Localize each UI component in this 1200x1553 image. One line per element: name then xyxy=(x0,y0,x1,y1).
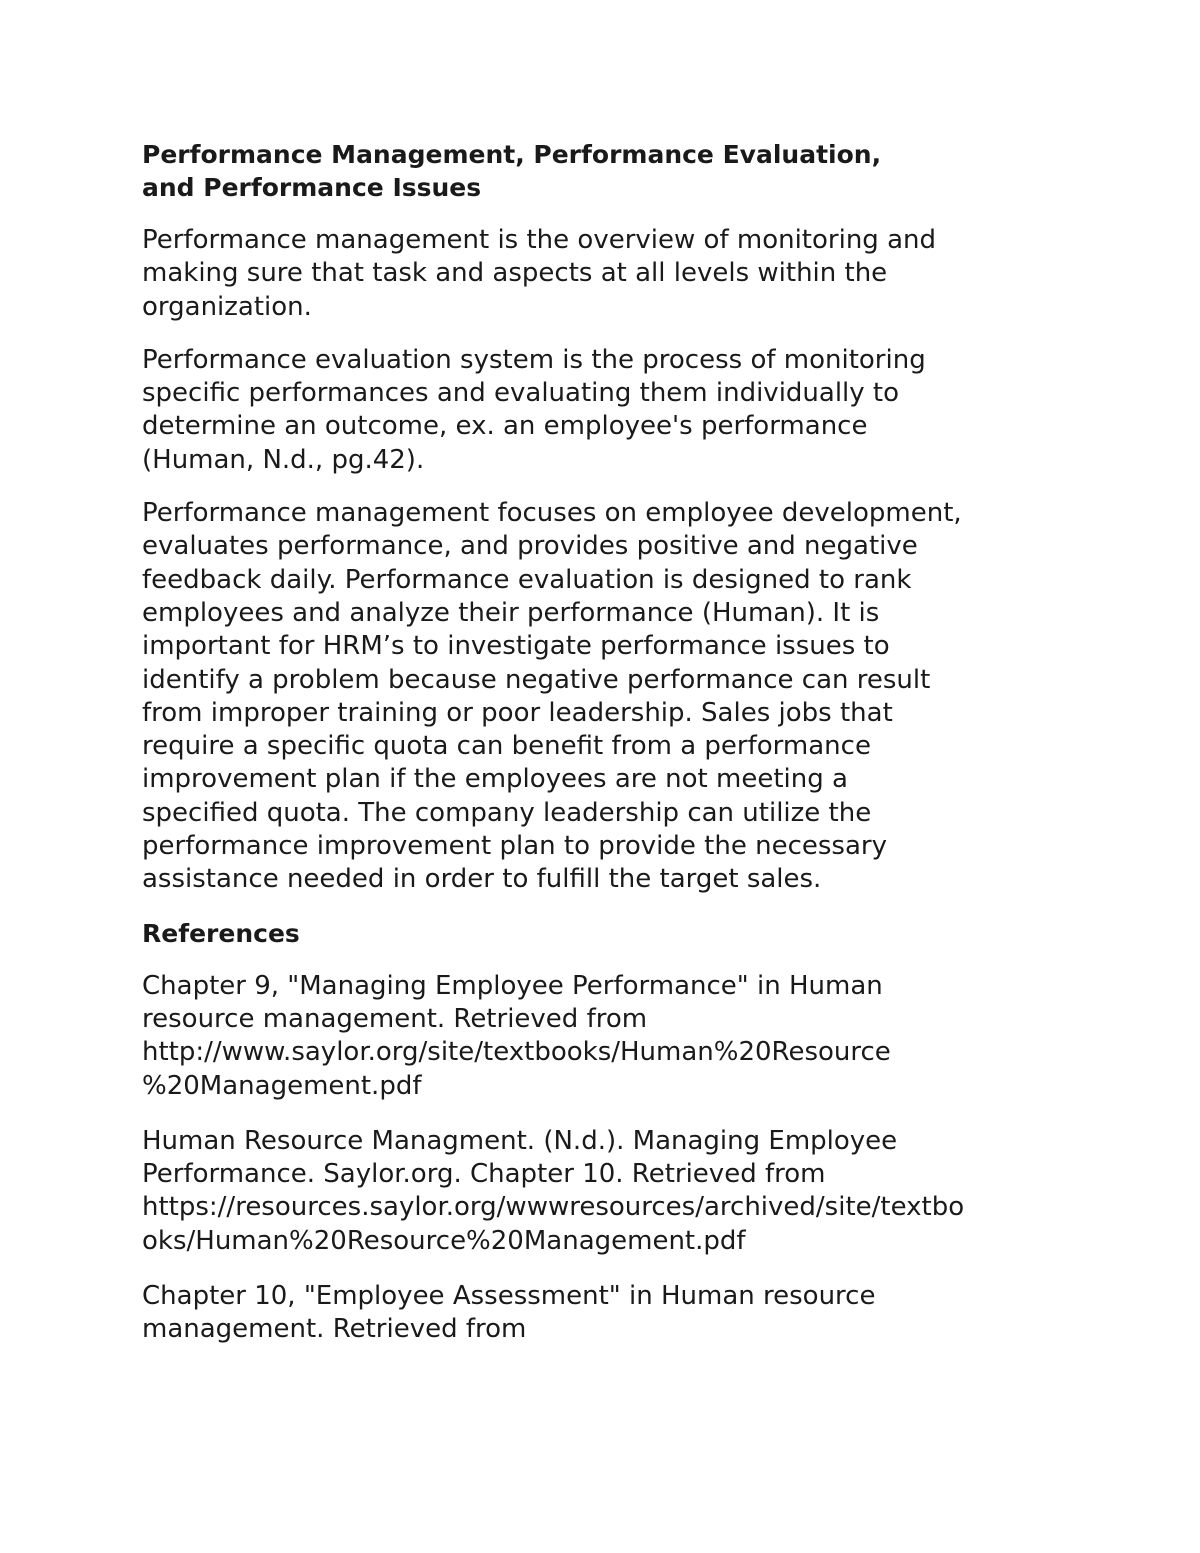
paragraph-performance-management: Performance management is the overview of monitoring and making sure that task and aspects at all levels within the organization. xyxy=(142,225,936,322)
paragraph-performance-evaluation: Performance evaluation system is the process of monitoring specific performances and evaluating them individually to determine an outcome, ex. an employee's performance (Human, N.d., pg.42). xyxy=(142,344,926,475)
references-heading: References xyxy=(142,918,300,948)
reference-item: Human Resource Managment. (N.d.). Managing Employee Performance. Saylor.org. Chapter 10. Retrieved from https://resources.saylor.org/wwwresources/archived/site/textbo oks/Human%20Resource%20Management.pdf xyxy=(142,1125,965,1256)
document-page xyxy=(142,138,1082,1369)
reference-item: Chapter 9, "Managing Employee Performance" in Human resource management. Retrieved from http://www.saylor.org/site/textbooks/Human%20Resource %20Management.pdf xyxy=(142,970,891,1101)
paragraph-performance-issues: Performance management focuses on employee development, evaluates performance, and provides positive and negative feedback daily. Performance evaluation is designed to rank employees and analyze their performance (Human). It is important for HRM’s to investigate performance issues to identify a problem because negative performance can result from improper training or poor leadership. Sales jobs that require a specific quota can benefit from a performance improvement plan if the employees are not meeting a specified quota. The company leadership can utilize the performance improvement plan to provide the necessary assistance needed in order to fulfill the target sales. xyxy=(142,498,962,895)
reference-item: Chapter 10, "Employee Assessment" in Human resource management. Retrieved from xyxy=(142,1281,876,1345)
document-title: Performance Management, Performance Evaluation, and Performance Issues xyxy=(142,140,882,202)
